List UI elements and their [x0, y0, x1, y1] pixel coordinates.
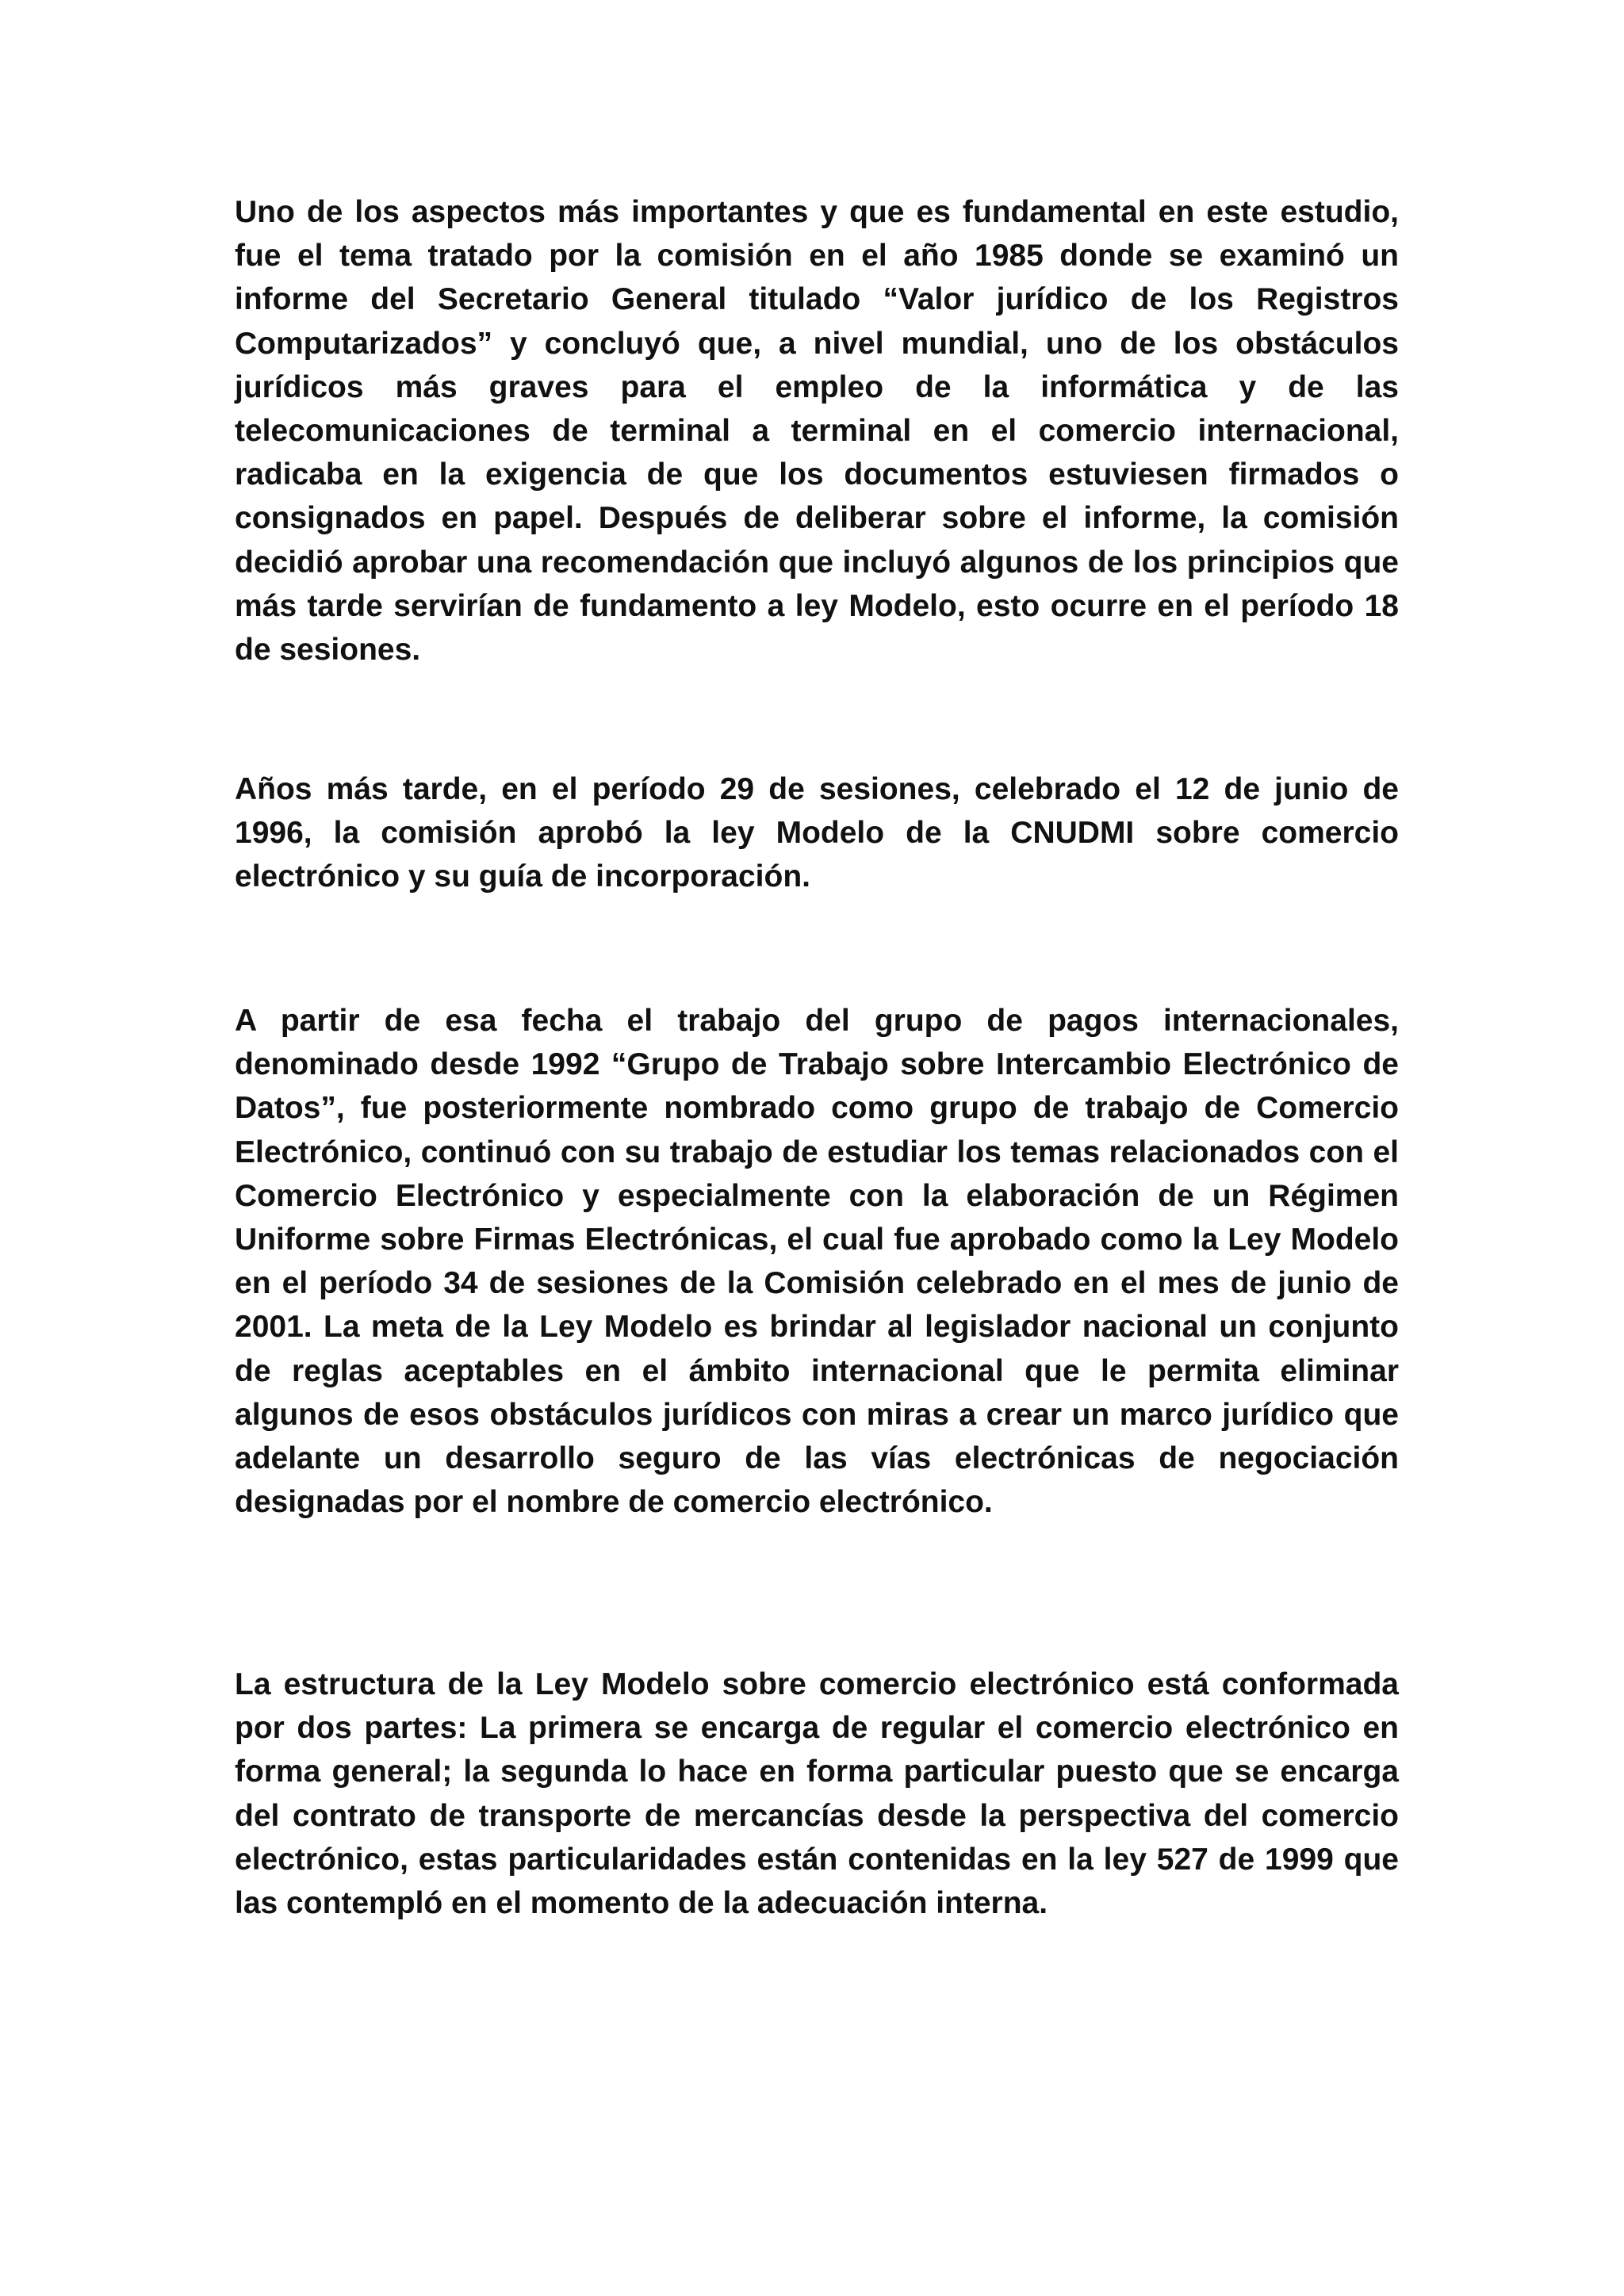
paragraph-estructura-ley-modelo: La estructura de la Ley Modelo sobre comercio electrónico está conformada por dos partes: La primera se encarga de regular el comercio electrónico en forma general; la segunda lo hace en forma particular puesto que se encarga del contrato de transporte de mercancías desde la perspectiva del comercio electrónico, estas particularidades están contenidas en la ley 527 de 1999 que las contempló en el momento de la adecuación interna.: [235, 1667, 1399, 1921]
paragraph-ley-modelo-1996: Años más tarde, en el período 29 de sesiones, celebrado el 12 de junio de 1996, la comisión aprobó la ley Modelo de la CNUDMI sobre comercio electrónico y su guía de incorporación.: [235, 772, 1399, 894]
paragraph-grupo-de-trabajo: A partir de esa fecha el trabajo del grupo de pagos internacionales, denominado desde 1992 “Grupo de Trabajo sobre Intercambio Electrónico de Datos”, fue posteriormente nombrado como grupo de trabajo de Comercio Electrónico, continuó con su trabajo de estudiar los temas relacionados con el Comercio Electrónico y especialmente con la elaboración de un Régimen Uniforme sobre Firmas Electrónicas, el cual fue aprobado como la Ley Modelo en el período 34 de sesiones de la Comisión celebrado en el mes de junio de 2001. La meta de la Ley Modelo es brindar al legislador nacional un conjunto de reglas aceptables en el ámbito internacional que le permita eliminar algunos de esos obstáculos jurídicos con miras a crear un marco jurídico que adelante un desarrollo seguro de las vías electrónicas de negociación designadas por el nombre de comercio electrónico.: [235, 1004, 1399, 1520]
paragraph-valor-juridico: Uno de los aspectos más importantes y que es fundamental en este estudio, fue el tema tratado por la comisión en el año 1985 donde se examinó un informe del Secretario General titulado “Valor jurídico de los Registros Computarizados” y concluyó que, a nivel mundial, uno de los obstáculos jurídicos más graves para el empleo de la informática y de las telecomunicaciones de terminal a terminal en el comercio internacional, radicaba en la exigencia de que los documentos estuviesen firmados o consignados en papel. Después de deliberar sobre el informe, la comisión decidió aprobar una recomendación que incluyó algunos de los principios que más tarde servirían de fundamento a ley Modelo, esto ocurre en el período 18 de sesiones.: [235, 195, 1399, 668]
